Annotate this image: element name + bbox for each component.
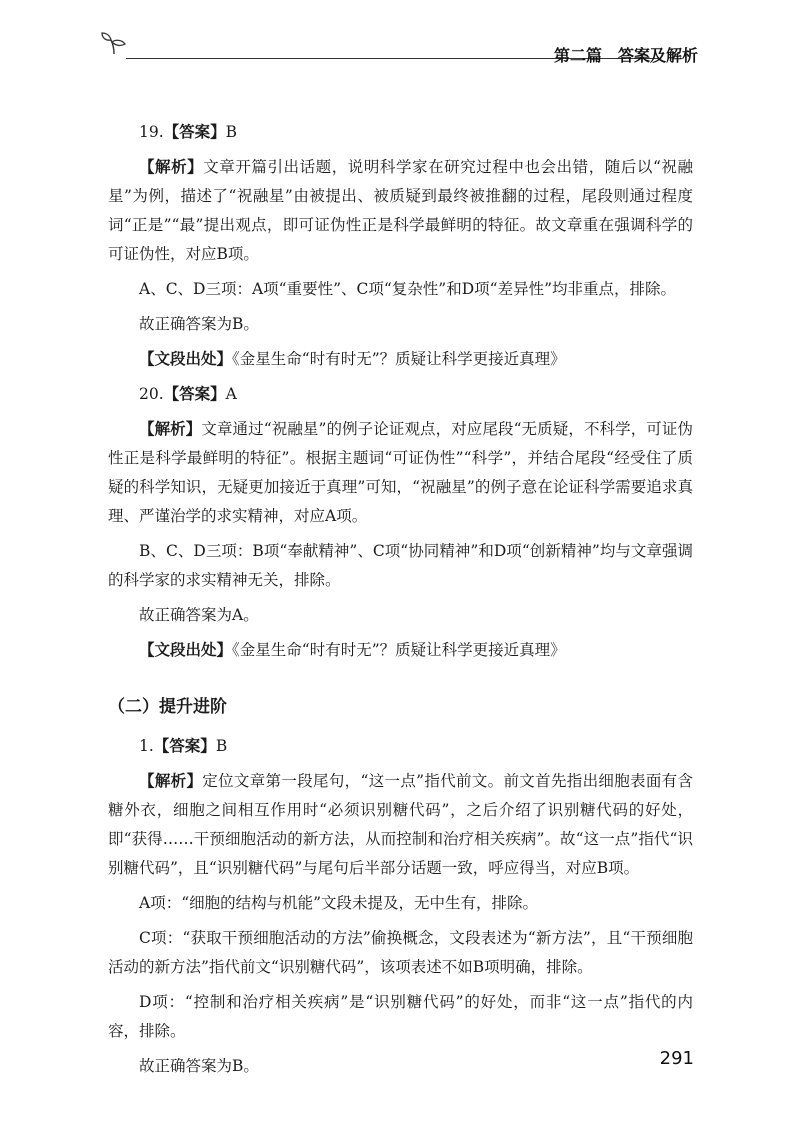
analysis-paragraph <box>108 153 693 269</box>
question-number: 19. <box>139 123 164 141</box>
source-tag: 【文段出处】 <box>139 350 233 368</box>
analysis-text: 定位文章第一段尾句，“这一点”指代前文。前文首先指出细胞表面有含糖外衣，细胞之间相互作用时“必须识别糖代码”，之后介绍了识别糖代码的好处，即“获得……干预细胞活动的新方法，从而控制和治疗相关疾病”。故“这一点”指代“识别糖代码”，且“识别糖代码”与尾句后半部分话题一致，呼应得当，对应B项。 <box>108 772 693 877</box>
source-line <box>108 636 693 665</box>
option-paragraph: D项：“控制和治疗相关疾病”是“识别糖代码”的好处，而非“这一点”指代的内容，排除。 <box>108 993 693 1040</box>
analysis-text: 文章通过“祝融星”的例子论证观点，对应尾段“无质疑，不科学，可证伪性正是科学最鲜明的特征”。根据主题词“可证伪性”“科学”，并结合尾段“经受住了质疑的科学知识，无疑更加接近于真理”可知，“祝融星”的例子意在论证科学需要追求真理、严谨治学的求实精神，对应A项。 <box>108 420 693 525</box>
analysis-tag: 【解析】 <box>139 772 203 790</box>
answer-line <box>108 380 693 409</box>
option-paragraph: C项：“获取干预细胞活动的方法”偷换概念，文段表述为“新方法”，且“干预细胞活动的新方法”指代前文“识别糖代码”，该项表述不如B项明确，排除。 <box>108 929 693 976</box>
answer-tag: 【答案】 <box>153 737 216 755</box>
source-line <box>108 345 693 374</box>
analysis-tag: 【解析】 <box>139 420 202 438</box>
page-header <box>100 30 700 70</box>
source-text: 《金星生命“时有时无”？质疑让科学更接近真理》 <box>232 641 566 659</box>
answer-line <box>108 732 693 761</box>
question-number: 20. <box>139 385 164 403</box>
answer-value: B <box>225 123 238 141</box>
option-paragraph: B、C、D三项：B项“奉献精神”、C项“协同精神”和D项“创新精神”均与文章强调的科学家的求实精神无关，排除。 <box>108 542 693 589</box>
conclusion-paragraph: 故正确答案为A。 <box>139 606 259 624</box>
source-text: 《金星生命“时有时无”？质疑让科学更接近真理》 <box>232 350 566 368</box>
source-tag: 【文段出处】 <box>139 641 233 659</box>
conclusion-paragraph: 故正确答案为B。 <box>139 315 259 333</box>
page-content <box>108 118 693 1087</box>
answer-line <box>108 118 693 147</box>
sprout-icon <box>100 30 128 56</box>
analysis-paragraph <box>108 767 693 883</box>
option-paragraph: A项：“细胞的结构与机能”文段未提及，无中生有，排除。 <box>139 894 539 912</box>
page-number: 291 <box>659 1048 694 1069</box>
answer-value: B <box>215 737 228 755</box>
answer-tag: 【答案】 <box>163 385 226 403</box>
answer-tag: 【答案】 <box>163 123 226 141</box>
answer-value: A <box>225 385 237 403</box>
option-paragraph: A、C、D三项：A项“重要性”、C项“复杂性”和D项“差异性”均非重点，排除。 <box>139 280 677 298</box>
analysis-text: 文章开篇引出话题，说明科学家在研究过程中也会出错，随后以“祝融星”为例，描述了“祝融星”由被提出、被质疑到最终被推翻的过程，尾段则通过程度词“正是”“最”提出观点，即可证伪性正是科学最鲜明的特征。故文章重在强调科学的可证伪性，对应B项。 <box>108 158 693 263</box>
question-number: 1. <box>139 737 154 755</box>
analysis-paragraph <box>108 415 693 531</box>
section-heading: （二）提升进阶 <box>108 697 227 717</box>
analysis-tag: 【解析】 <box>139 158 204 176</box>
running-head: 第二篇 答案及解析 <box>553 46 698 65</box>
conclusion-paragraph: 故正确答案为B。 <box>139 1057 259 1075</box>
